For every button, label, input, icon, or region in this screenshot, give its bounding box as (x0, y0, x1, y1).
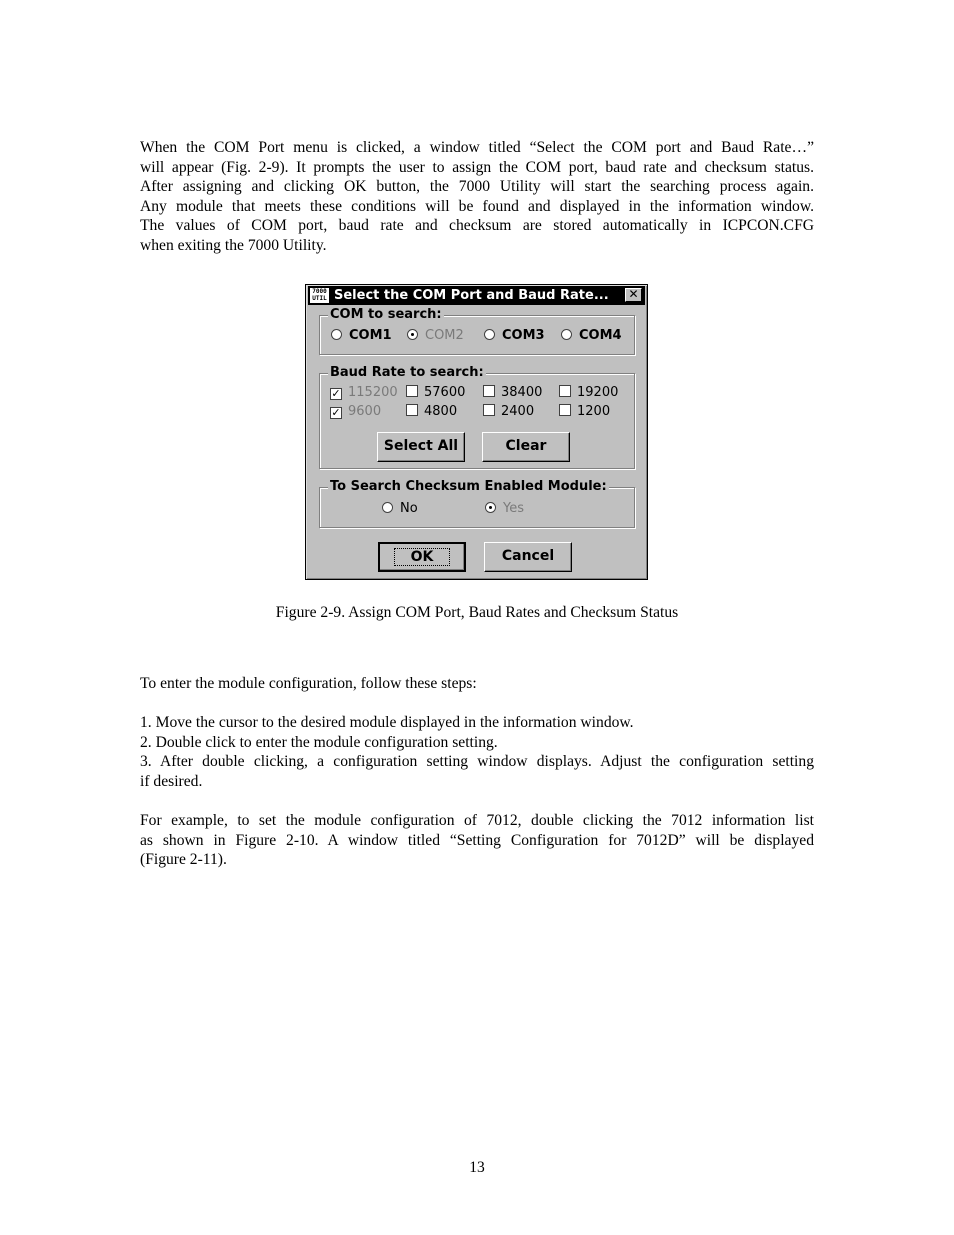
radio-com2[interactable] (407, 328, 464, 344)
steps-list (140, 713, 814, 791)
baud-group (319, 365, 635, 469)
checkbox-label: 9600 (348, 404, 382, 419)
checkbox-label: 1200 (577, 404, 611, 419)
com-port-dialog (305, 284, 648, 580)
select-all-button[interactable]: Select All (377, 432, 465, 462)
radio-icon (484, 329, 495, 340)
intro-line: when exiting the 7000 Utility. (140, 236, 327, 254)
baud-group-label: Baud Rate to search: (330, 365, 484, 380)
checkbox-label: 115200 (348, 385, 398, 400)
example-line: (Figure 2-11). (140, 851, 227, 869)
intro-line: After assigning and clicking OK button, the 7000 Utility will start the searching process again. (140, 178, 814, 196)
clear-button[interactable]: Clear (482, 432, 570, 462)
radio-selected-icon (485, 502, 496, 513)
radio-label: No (400, 501, 418, 516)
cancel-button[interactable]: Cancel (484, 542, 572, 572)
checkbox-icon (483, 404, 495, 416)
radio-checksum-yes[interactable] (485, 501, 524, 517)
com-group-label: COM to search: (330, 307, 442, 322)
page-number: 13 (469, 1159, 485, 1176)
step-item: if desired. (140, 772, 203, 790)
step-item: 3. After double clicking, a configuration setting window displays. Adjust the configuration setting (140, 753, 814, 771)
step-item: 1. Move the cursor to the desired module displayed in the information window. (140, 714, 634, 731)
checkbox-38400[interactable] (483, 385, 542, 401)
radio-com4[interactable] (561, 328, 622, 344)
checkbox-1200[interactable] (559, 404, 610, 420)
radio-label: COM3 (502, 328, 545, 343)
checkbox-icon (559, 385, 571, 397)
checkbox-icon (559, 404, 571, 416)
checkbox-9600[interactable] (330, 404, 381, 420)
checkbox-115200[interactable] (330, 385, 398, 401)
checkbox-label: 57600 (424, 385, 466, 400)
ok-button-label: OK (394, 548, 451, 566)
checkbox-icon (406, 385, 418, 397)
example-line: For example, to set the module configuration of 7012, double clicking the 7012 information list (140, 812, 814, 829)
radio-icon (331, 329, 342, 340)
checkbox-label: 4800 (424, 404, 458, 419)
step-item: 2. Double click to enter the module configuration setting. (140, 733, 498, 751)
checkbox-label: 38400 (501, 385, 543, 400)
radio-label: COM1 (349, 328, 392, 343)
ok-button[interactable] (378, 542, 466, 572)
dialog-title: Select the COM Port and Baud Rate... (334, 288, 609, 303)
radio-label: COM2 (425, 328, 464, 343)
checkbox-4800[interactable] (406, 404, 457, 420)
radio-label: Yes (503, 501, 524, 516)
radio-label: COM4 (579, 328, 622, 343)
intro-line: When the COM Port menu is clicked, a window titled “Select the COM port and Baud Rate…” (140, 139, 814, 156)
checkbox-19200[interactable] (559, 385, 618, 401)
checksum-group-label: To Search Checksum Enabled Module: (330, 479, 607, 494)
dialog-titlebar[interactable] (308, 286, 645, 305)
checkbox-2400[interactable] (483, 404, 534, 420)
app-icon: 7000 UTIL (310, 288, 329, 303)
radio-icon (382, 502, 393, 513)
radio-icon (561, 329, 572, 340)
figure-caption: Figure 2-9. Assign COM Port, Baud Rates and Checksum Status (275, 604, 679, 621)
checkbox-checked-icon: ✓ (331, 387, 341, 400)
close-icon[interactable]: ✕ (625, 288, 642, 302)
checkbox-checked-icon: ✓ (331, 406, 341, 419)
checksum-group (319, 479, 635, 528)
checkbox-icon (406, 404, 418, 416)
radio-selected-icon (407, 329, 418, 340)
intro-line: The values of COM port, baud rate and checksum are stored automatically in ICPCON.CFG (140, 217, 814, 235)
intro-paragraph (140, 138, 814, 256)
checkbox-label: 19200 (577, 385, 619, 400)
intro-line: will appear (Fig. 2-9). It prompts the user to assign the COM port, baud rate and checksum status. (140, 158, 814, 176)
checkbox-57600[interactable] (406, 385, 465, 401)
checkbox-label: 2400 (501, 404, 535, 419)
checkbox-icon (483, 385, 495, 397)
example-line: as shown in Figure 2-10. A window titled “Setting Configuration for 7012D” will be displayed (140, 831, 814, 849)
example-paragraph (140, 811, 814, 870)
radio-com3[interactable] (484, 328, 545, 344)
radio-com1[interactable] (331, 328, 392, 344)
steps-intro: To enter the module configuration, follow these steps: (140, 675, 477, 692)
radio-checksum-no[interactable] (382, 501, 418, 517)
intro-line: Any module that meets these conditions will be found and displayed in the information window. (140, 197, 814, 215)
com-group (319, 307, 635, 355)
